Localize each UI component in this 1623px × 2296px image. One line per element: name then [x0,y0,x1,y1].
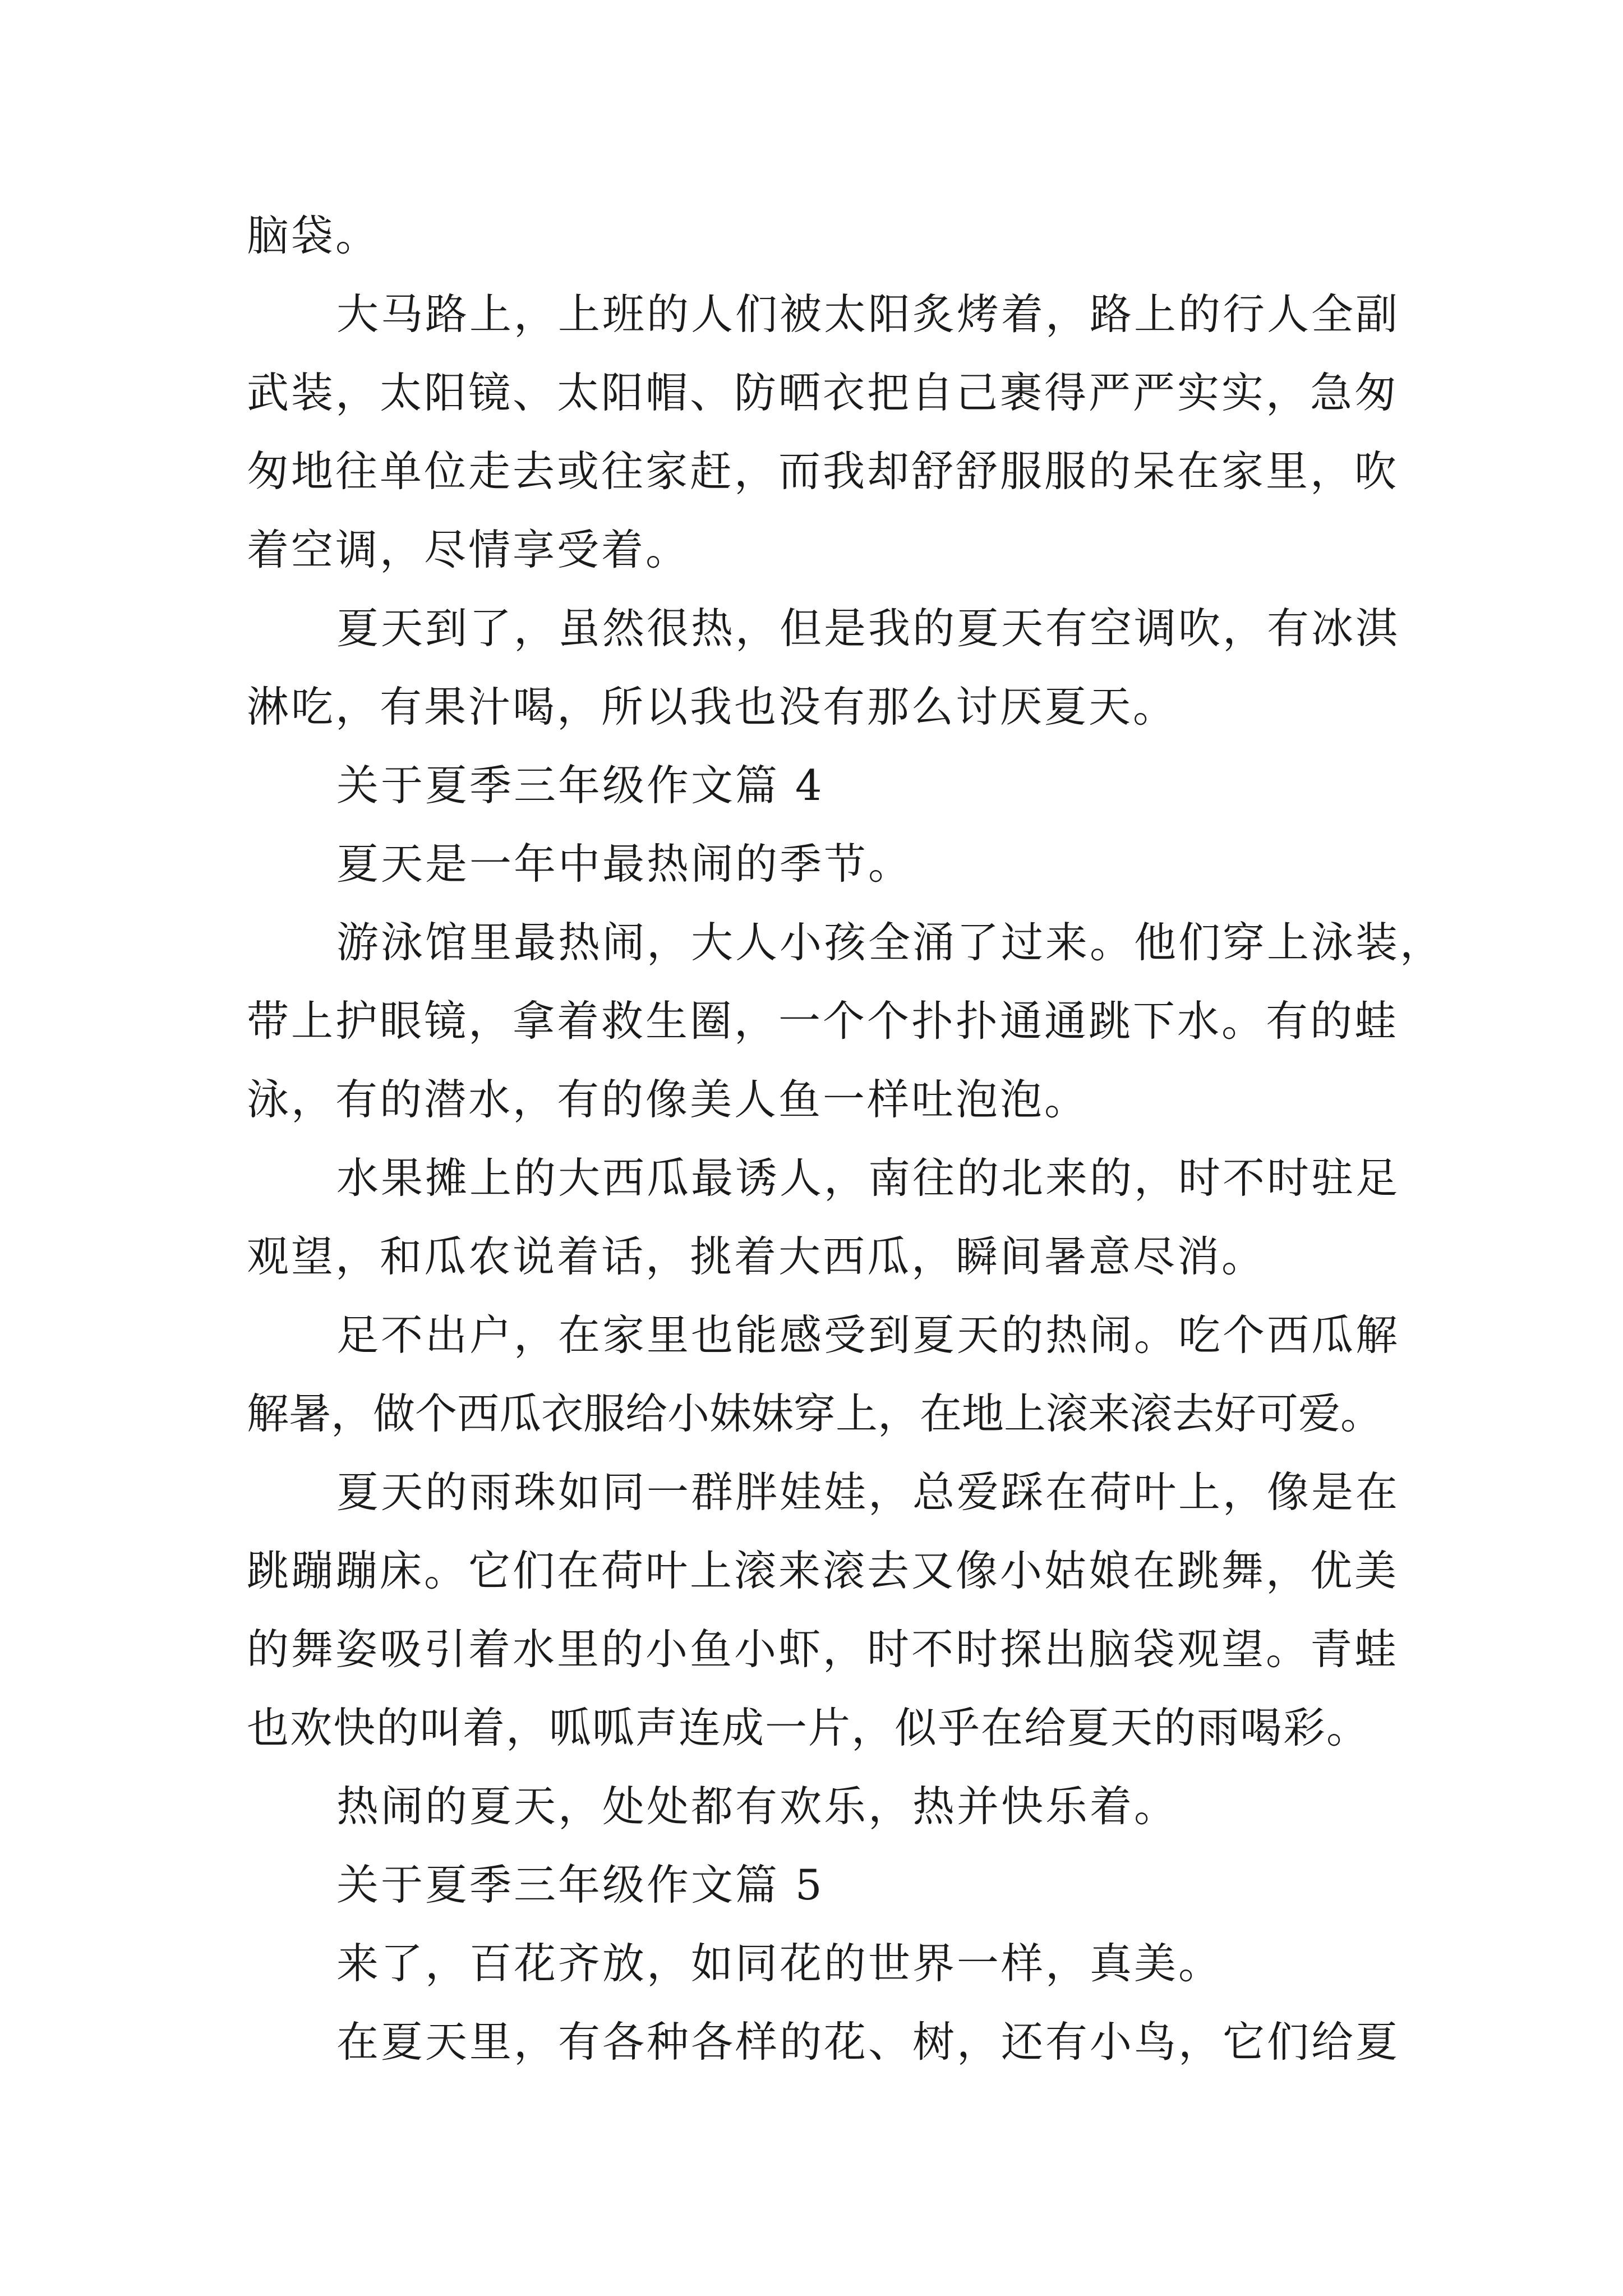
text-line: 热闹的夏天，处处都有欢乐，热并快乐着。 [336,1782,1179,1831]
text-line: 带上护眼镜，拿着救生圈，一个个扑扑通通跳下水。有的蛙 [247,996,1399,1046]
text-line: 足不出户，在家里也能感受到夏天的热闹。吃个西瓜解 [336,1310,1400,1360]
text-line: 观望，和瓜农说着话，挑着大西瓜，瞬间暑意尽消。 [247,1232,1266,1281]
text-line: 淋吃，有果汁喝，所以我也没有那么讨厌夏天。 [247,682,1178,731]
text-line: 夏天是一年中最热闹的季节。 [336,839,913,889]
text-line: 脑袋。 [247,211,380,260]
text-line: 大马路上，上班的人们被太阳炙烤着，路上的行人全副 [336,289,1400,339]
text-line: 武装，太阳镜、太阳帽、防晒衣把自己裹得严严实实，急匆 [247,368,1399,417]
text-line: 在夏天里，有各种各样的花、树，还有小鸟，它们给夏 [336,2017,1400,2067]
text-line: 来了，百花齐放，如同花的世界一样，真美。 [336,1939,1223,1988]
text-line: 匆地往单位走去或往家赶，而我却舒舒服服的呆在家里，吹 [247,447,1399,496]
text-line: 水果摊上的大西瓜最诱人，南往的北来的，时不时驻足 [336,1153,1400,1203]
section-heading: 关于夏季三年级作文篇 4 [336,761,824,810]
text-line: 的舞姿吸引着水里的小鱼小虾，时不时探出脑袋观望。青蛙 [247,1625,1399,1674]
text-line: 泳，有的潜水，有的像美人鱼一样吐泡泡。 [247,1075,1089,1124]
text-line: 游泳馆里最热闹，大人小孩全涌了过来。他们穿上泳装， [336,918,1445,967]
text-line: 解暑，做个西瓜衣服给小妹妹穿上，在地上滚来滚去好可爱。 [247,1389,1383,1438]
text-line: 夏天的雨珠如同一群胖娃娃，总爱踩在荷叶上，像是在 [336,1467,1400,1517]
text-line: 也欢快的叫着，呱呱声连成一片，似乎在给夏天的雨喝彩。 [247,1703,1370,1752]
text-line: 跳蹦蹦床。它们在荷叶上滚来滚去又像小姑娘在跳舞，优美 [247,1546,1399,1595]
text-line: 夏天到了，虽然很热，但是我的夏天有空调吹，有冰淇 [336,604,1400,653]
text-line: 着空调，尽情享受着。 [247,525,690,574]
section-heading: 关于夏季三年级作文篇 5 [336,1860,824,1910]
